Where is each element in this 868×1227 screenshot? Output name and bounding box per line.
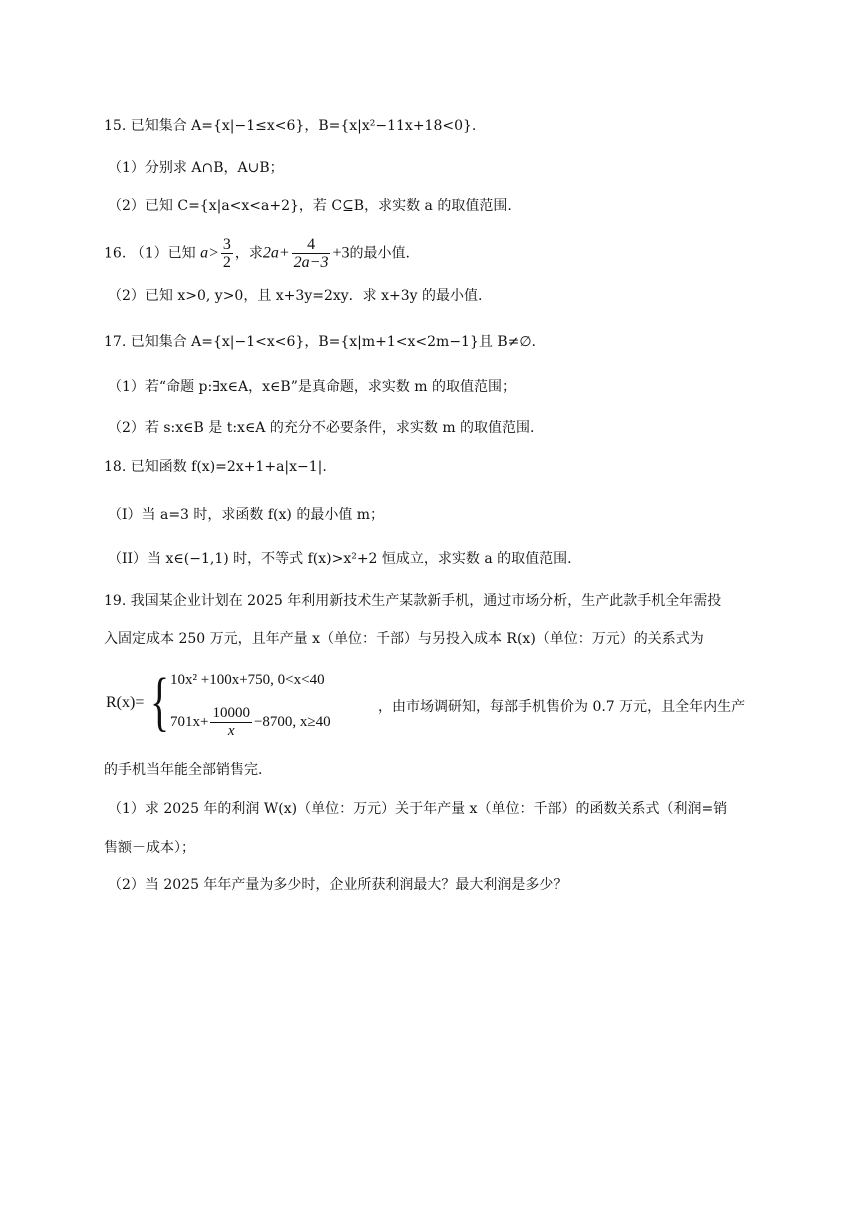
problem-19-continue: 的手机当年能全部销售完. <box>104 762 263 778</box>
fraction-3-over-2 <box>221 236 233 271</box>
fraction-denominator: 2a−3 <box>293 254 329 271</box>
problem-19-line-1: 19. 我国某企业计划在 2025 年利用新技术生产某款新手机，通过市场分析，生产此款手机全年需投 <box>104 593 722 609</box>
problem-16-expr-post: +3 <box>332 244 350 262</box>
fraction-numerator: 10000 <box>212 705 250 722</box>
left-brace: { <box>150 665 170 738</box>
fraction-10000-over-x <box>210 705 252 740</box>
problem-16-expr-pre: 2a+ <box>262 244 290 262</box>
problem-16-condition: a> <box>200 244 219 262</box>
fraction-denominator: x <box>227 723 235 740</box>
problem-17-part-1: （1）若“命题 p:∃x∈A，x∈B”是真命题，求实数 m 的取值范围； <box>108 379 517 395</box>
problem-16-suffix: 的最小值. <box>349 245 410 262</box>
fraction-numerator: 3 <box>222 236 231 253</box>
problem-19-part-2: （2）当 2025 年年产量为多少时，企业所获利润最大？最大利润是多少？ <box>108 877 568 893</box>
problem-15-part-2: （2）已知 C={x|a<x<a+2}，若 C⊆B，求实数 a 的取值范围. <box>108 198 512 214</box>
piecewise-case-1: 10x² +100x+750, 0<x<40 <box>170 672 325 688</box>
problem-15-part-1: （1）分别求 A∩B，A∪B； <box>108 160 284 176</box>
fraction-denominator: 2 <box>222 254 231 271</box>
problem-15-stem: 15. 已知集合 A={x|−1≤x<6}，B={x|x²−11x+18<0}. <box>104 118 477 134</box>
problem-16-mid: ，求 <box>234 245 263 262</box>
case-2-suffix: −8700, x≥40 <box>253 714 331 730</box>
problem-19-part-1: （1）求 2025 年的利润 W(x)（单位：万元）关于年产量 x（单位：千部）的函数关系式（利润=销 <box>108 801 728 817</box>
problem-19-after-piecewise: ，由市场调研知，每部手机售价为 0.7 万元，且全年内生产 <box>378 699 746 715</box>
problem-18-part-1: （I）当 a=3 时，求函数 f(x) 的最小值 m； <box>108 507 385 523</box>
case-2-prefix: 701x+ <box>170 714 209 730</box>
problem-16-stem <box>104 236 410 271</box>
problem-17-part-2: （2）若 s:x∈B 是 t:x∈A 的充分不必要条件，求实数 m 的取值范围. <box>108 420 535 436</box>
piecewise-function <box>106 666 376 746</box>
fraction-numerator: 4 <box>292 236 331 254</box>
problem-19-line-2: 入固定成本 250 万元，且年产量 x（单位：千部）与另投入成本 R(x)（单位：万元）的关系式为 <box>104 631 704 647</box>
problem-16-part-2: （2）已知 x>0, y>0，且 x+3y=2xy．求 x+3y 的最小值. <box>108 288 483 304</box>
fraction-4-over-2a-3 <box>292 236 331 271</box>
piecewise-case-2 <box>170 704 331 740</box>
problem-18-part-2: （II）当 x∈(−1,1) 时，不等式 f(x)>x²+2 恒成立，求实数 a 的取值范围. <box>108 551 572 567</box>
problem-17-stem: 17. 已知集合 A={x|−1<x<6}，B={x|m+1<x<2m−1}且 B≠∅. <box>104 334 536 350</box>
piecewise-lhs: R(x)= <box>106 694 145 711</box>
problem-16-prefix: 16. （1）已知 <box>104 245 196 262</box>
problem-19-part-1-cont: 售额－成本）； <box>104 840 195 856</box>
problem-18-stem: 18. 已知函数 f(x)=2x+1+a|x−1|. <box>104 459 327 475</box>
